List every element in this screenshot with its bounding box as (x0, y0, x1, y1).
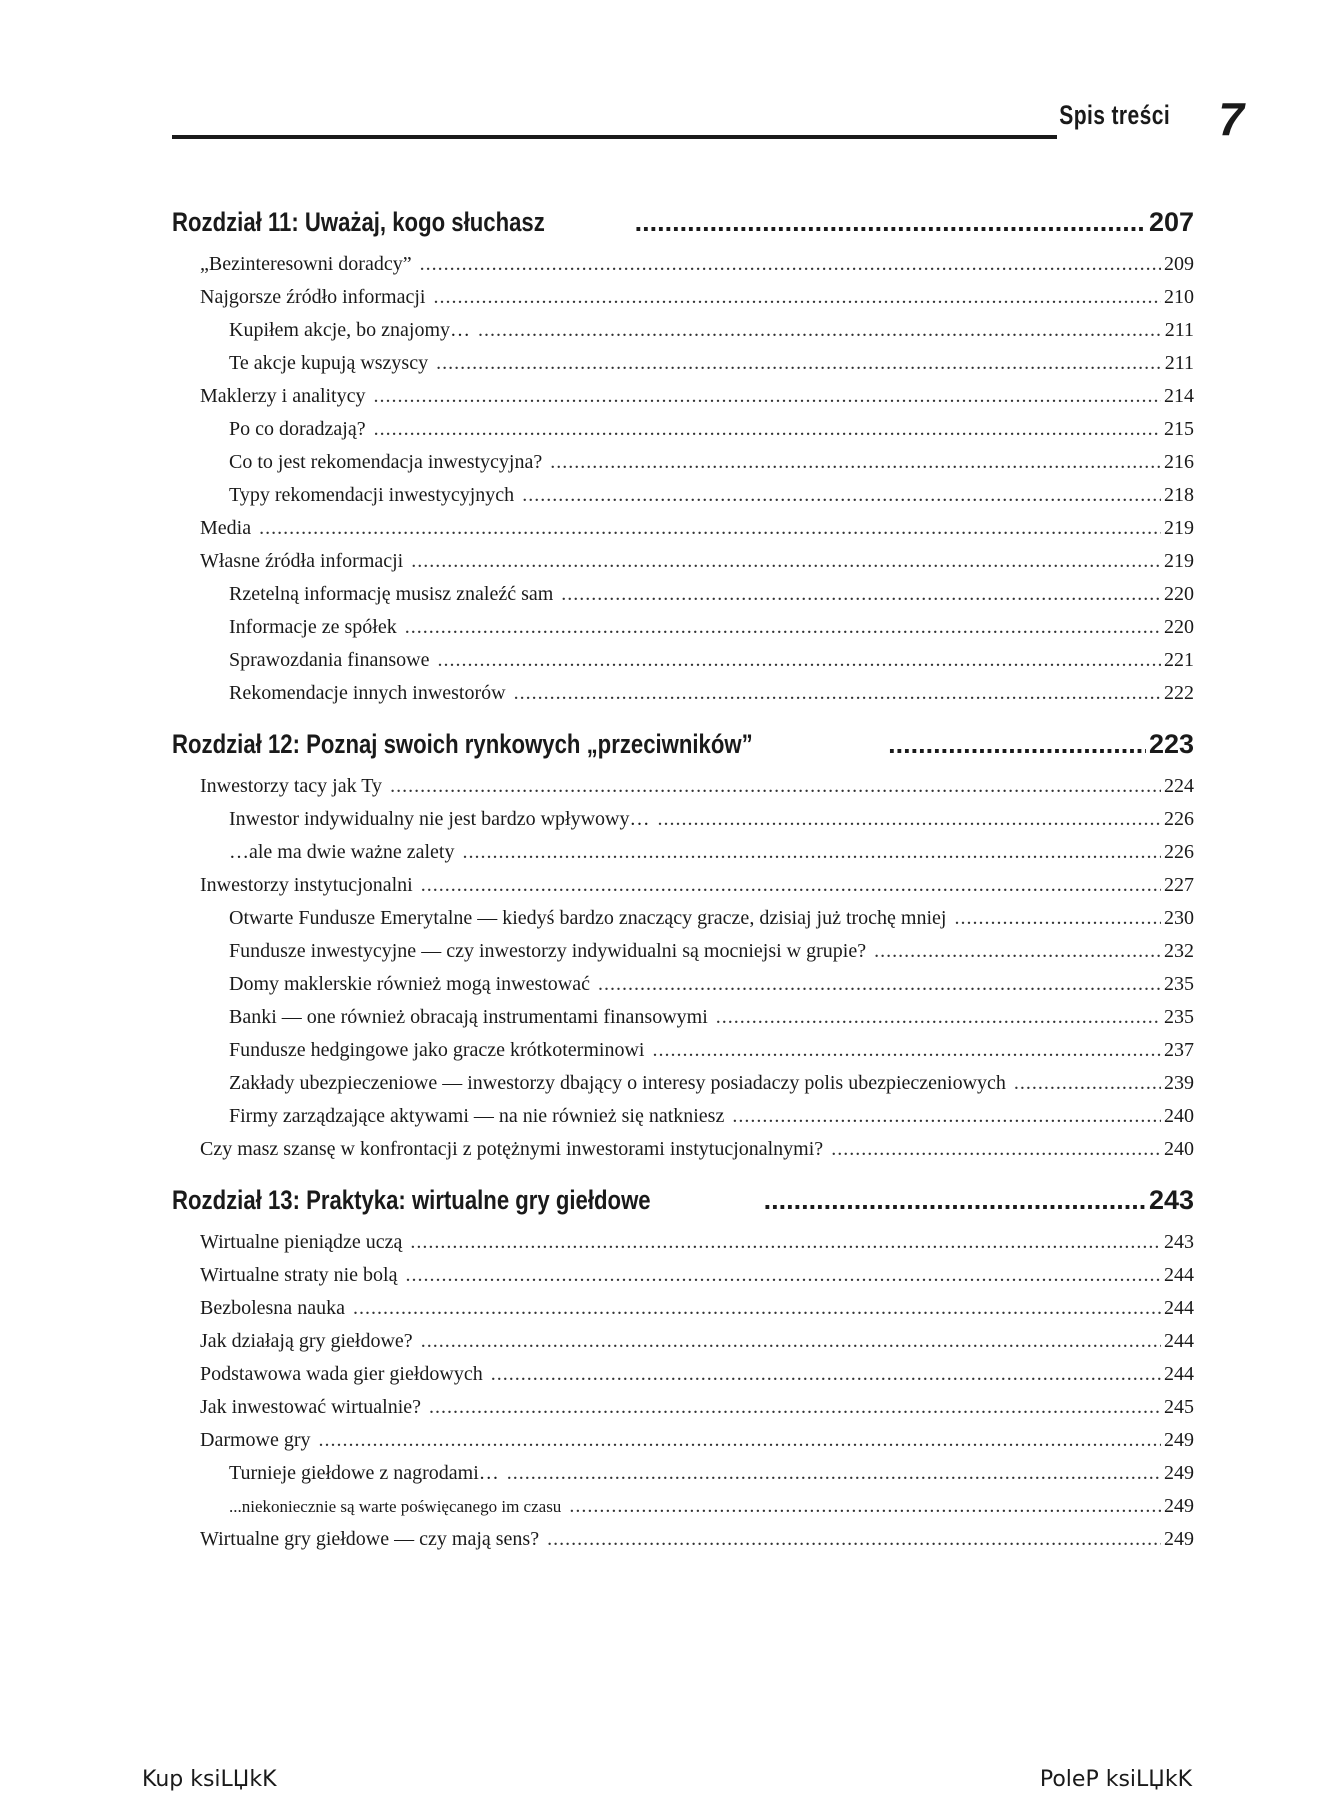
toc-subsection[interactable] (172, 1100, 1194, 1133)
entry-page-number: 221 (1164, 649, 1194, 671)
chapter-page-number: 243 (1148, 1185, 1194, 1215)
dot-leader (954, 902, 1161, 935)
dot-leader (410, 1226, 1161, 1259)
entry-title: ...niekoniecznie są warte poświęcanego im czasu (229, 1497, 562, 1516)
entry-page-number: 230 (1164, 907, 1194, 929)
toc-subsection[interactable] (172, 1457, 1194, 1490)
toc-subsection[interactable] (172, 314, 1194, 347)
toc-section[interactable] (172, 770, 1194, 803)
entry-title: Otwarte Fundusze Emerytalne — kiedyś bardzo znaczący gracze, dzisiaj już trochę mniej (229, 907, 947, 929)
dot-leader (874, 935, 1161, 968)
chapter-title-text: Rozdział 11: Uważaj, kogo słuchasz (172, 207, 545, 237)
toc-subsection[interactable] (172, 677, 1194, 710)
dot-leader (259, 512, 1161, 545)
entry-title: Rekomendacje innych inwestorów (229, 682, 506, 704)
entry-page-number: 244 (1164, 1363, 1194, 1385)
dot-leader (635, 196, 1146, 248)
entry-title: Własne źródła informacji (200, 550, 404, 572)
entry-page-number: 237 (1164, 1039, 1194, 1061)
dot-leader (716, 1001, 1161, 1034)
entry-page-number: 243 (1164, 1231, 1194, 1253)
dot-leader (598, 968, 1161, 1001)
dot-leader (569, 1490, 1161, 1523)
entry-title: Kupiłem akcje, bo znajomy… (229, 319, 471, 341)
entry-page-number: 218 (1164, 484, 1194, 506)
dot-leader (514, 677, 1161, 710)
toc-section[interactable] (172, 281, 1194, 314)
toc-subsection[interactable] (172, 347, 1194, 380)
dot-leader (429, 1391, 1161, 1424)
entry-page-number: 209 (1164, 253, 1194, 275)
dot-leader (433, 281, 1161, 314)
dot-leader (390, 770, 1161, 803)
dot-leader (561, 578, 1161, 611)
dot-leader (478, 314, 1162, 347)
entry-title: Fundusze inwestycyjne — czy inwestorzy indywidualni są mocniejsi w grupie? (229, 940, 867, 962)
entry-title: Po co doradzają? (229, 418, 366, 440)
toc-subsection[interactable] (172, 1067, 1194, 1100)
dot-leader (374, 413, 1161, 446)
dot-leader (732, 1100, 1161, 1133)
toc-section[interactable] (172, 248, 1194, 281)
entry-page-number: 219 (1164, 517, 1194, 539)
chapter-title (172, 196, 627, 248)
entry-title: …ale ma dwie ważne zalety (229, 841, 455, 863)
entry-page-number: 249 (1164, 1462, 1194, 1484)
toc-section[interactable] (172, 512, 1194, 545)
toc-section[interactable] (172, 380, 1194, 413)
entry-page-number: 240 (1164, 1138, 1194, 1160)
entry-title: Wirtualne straty nie bolą (200, 1264, 398, 1286)
page-number: 7 (1218, 93, 1244, 145)
entry-page-number: 211 (1164, 319, 1194, 341)
toc-subsection[interactable] (172, 968, 1194, 1001)
entry-title: Banki — one również obracają instrumentami finansowymi (229, 1006, 708, 1028)
entry-page-number: 235 (1164, 973, 1194, 995)
entry-page-number: 249 (1164, 1429, 1194, 1451)
toc-section[interactable] (172, 1259, 1194, 1292)
dot-leader (405, 1259, 1161, 1292)
toc-section[interactable] (172, 869, 1194, 902)
entry-page-number: 214 (1164, 385, 1194, 407)
toc-section[interactable] (172, 1325, 1194, 1358)
toc-section[interactable] (172, 1358, 1194, 1391)
dot-leader (421, 1325, 1161, 1358)
entry-page-number: 226 (1164, 841, 1194, 863)
dot-leader (421, 869, 1161, 902)
entry-page-number: 245 (1164, 1396, 1194, 1418)
chapter-title (172, 1174, 756, 1226)
entry-page-number: 211 (1164, 352, 1194, 374)
dot-leader (319, 1424, 1161, 1457)
dot-leader (438, 644, 1162, 677)
entry-page-number: 219 (1164, 550, 1194, 572)
entry-page-number: 244 (1164, 1330, 1194, 1352)
toc-section[interactable] (172, 1292, 1194, 1325)
dot-leader (353, 1292, 1161, 1325)
entry-title: Media (200, 517, 252, 539)
toc-subsection[interactable] (172, 413, 1194, 446)
chapter-title-text: Rozdział 12: Poznaj swoich rynkowych „przeciwników” (172, 729, 753, 759)
entry-title: Sprawozdania finansowe (229, 649, 430, 671)
dot-leader (491, 1358, 1161, 1391)
header-rule (172, 135, 1057, 139)
page-header (172, 93, 1244, 145)
entry-page-number: 244 (1164, 1297, 1194, 1319)
dot-leader (374, 380, 1162, 413)
toc-subsection[interactable] (172, 611, 1194, 644)
toc-subsection[interactable] (172, 935, 1194, 968)
entry-title: Co to jest rekomendacja inwestycyjna? (229, 451, 543, 473)
entry-title: Bezbolesna nauka (200, 1297, 345, 1319)
buy-book-link[interactable]: Kup ksiLЏkK (142, 1767, 277, 1792)
toc-chapter[interactable] (172, 1174, 1194, 1226)
entry-page-number: 239 (1164, 1072, 1194, 1094)
toc-section[interactable] (172, 1133, 1194, 1166)
chapter-title-text: Rozdział 13: Praktyka: wirtualne gry giełdowe (172, 1185, 651, 1215)
entry-title: Czy masz szansę w konfrontacji z potężnymi inwestorami instytucjonalnymi? (200, 1138, 824, 1160)
entry-title: Jak działają gry giełdowe? (200, 1330, 413, 1352)
entry-title: Te akcje kupują wszyscy (229, 352, 429, 374)
toc-subsection[interactable] (172, 1001, 1194, 1034)
entry-title: Informacje ze spółek (229, 616, 397, 638)
entry-title: Jak inwestować wirtualnie? (200, 1396, 422, 1418)
entry-page-number: 220 (1164, 583, 1194, 605)
entry-title: Domy maklerskie również mogą inwestować (229, 973, 591, 995)
entry-title: Inwestor indywidualny nie jest bardzo wpływowy… (229, 808, 650, 830)
chapter-page-number: 223 (1148, 729, 1194, 759)
toc-section[interactable] (172, 1424, 1194, 1457)
dot-leader (652, 1034, 1161, 1067)
entry-page-number: 240 (1164, 1105, 1194, 1127)
toc-subsection[interactable] (172, 644, 1194, 677)
chapter-title (172, 718, 880, 770)
entry-title: Wirtualne pieniądze uczą (200, 1231, 403, 1253)
toc-section[interactable] (172, 1523, 1194, 1556)
toc-subsection[interactable] (172, 836, 1194, 869)
toc-subsection[interactable] (172, 902, 1194, 935)
entry-title: Wirtualne gry giełdowe — czy mają sens? (200, 1528, 540, 1550)
entry-title: Zakłady ubezpieczeniowe — inwestorzy dbający o interesy posiadaczy polis ubezpieczeniowych (229, 1072, 1006, 1094)
entry-title: Rzetelną informację musisz znaleźć sam (229, 583, 554, 605)
dot-leader (462, 836, 1161, 869)
dot-leader (1014, 1067, 1161, 1100)
entry-title: Turnieje giełdowe z nagrodami… (229, 1462, 499, 1484)
entry-page-number: 215 (1164, 418, 1194, 440)
toc-subsection[interactable] (172, 479, 1194, 512)
dot-leader (405, 611, 1161, 644)
dot-leader (657, 803, 1161, 836)
entry-title: Inwestorzy instytucjonalni (200, 874, 413, 896)
dot-leader (522, 479, 1161, 512)
toc-section[interactable] (172, 1226, 1194, 1259)
entry-title: Najgorsze źródło informacji (200, 286, 426, 308)
entry-page-number: 224 (1164, 775, 1194, 797)
entry-page-number: 226 (1164, 808, 1194, 830)
dot-leader (420, 248, 1161, 281)
dot-leader (764, 1174, 1146, 1226)
entry-page-number: 210 (1164, 286, 1194, 308)
table-of-contents (172, 196, 1194, 1556)
dot-leader (436, 347, 1162, 380)
dot-leader (831, 1133, 1161, 1166)
toc-subsection[interactable] (172, 446, 1194, 479)
entry-page-number: 235 (1164, 1006, 1194, 1028)
entry-page-number: 244 (1164, 1264, 1194, 1286)
entry-page-number: 220 (1164, 616, 1194, 638)
entry-title: Fundusze hedgingowe jako gracze krótkoterminowi (229, 1039, 645, 1061)
toc-section[interactable] (172, 545, 1194, 578)
entry-title: Inwestorzy tacy jak Ty (200, 775, 383, 797)
dot-leader (411, 545, 1161, 578)
chapter-page-number: 207 (1148, 207, 1194, 237)
dot-leader (507, 1457, 1161, 1490)
entry-title: „Bezinteresowni doradcy” (200, 253, 412, 275)
dot-leader (550, 446, 1161, 479)
toc-section[interactable] (172, 1391, 1194, 1424)
entry-page-number: 232 (1164, 940, 1194, 962)
toc-subsection[interactable] (172, 1034, 1194, 1067)
entry-page-number: 227 (1164, 874, 1194, 896)
toc-subsection[interactable] (172, 1490, 1194, 1523)
entry-title: Firmy zarządzające aktywami — na nie również się natkniesz (229, 1105, 725, 1127)
dot-leader (547, 1523, 1161, 1556)
toc-subsection[interactable] (172, 803, 1194, 836)
entry-title: Podstawowa wada gier giełdowych (200, 1363, 483, 1385)
entry-page-number: 222 (1164, 682, 1194, 704)
toc-chapter[interactable] (172, 196, 1194, 248)
toc-chapter[interactable] (172, 718, 1194, 770)
entry-page-number: 249 (1164, 1495, 1194, 1517)
recommend-book-link[interactable]: PoleP ksiLЏkK (1039, 1767, 1192, 1792)
entry-page-number: 216 (1164, 451, 1194, 473)
entry-title: Maklerzy i analitycy (200, 385, 366, 407)
entry-title: Typy rekomendacji inwestycyjnych (229, 484, 515, 506)
entry-page-number: 249 (1164, 1528, 1194, 1550)
running-title: Spis treści (1059, 100, 1170, 130)
dot-leader (888, 718, 1146, 770)
toc-subsection[interactable] (172, 578, 1194, 611)
entry-title: Darmowe gry (200, 1429, 311, 1451)
